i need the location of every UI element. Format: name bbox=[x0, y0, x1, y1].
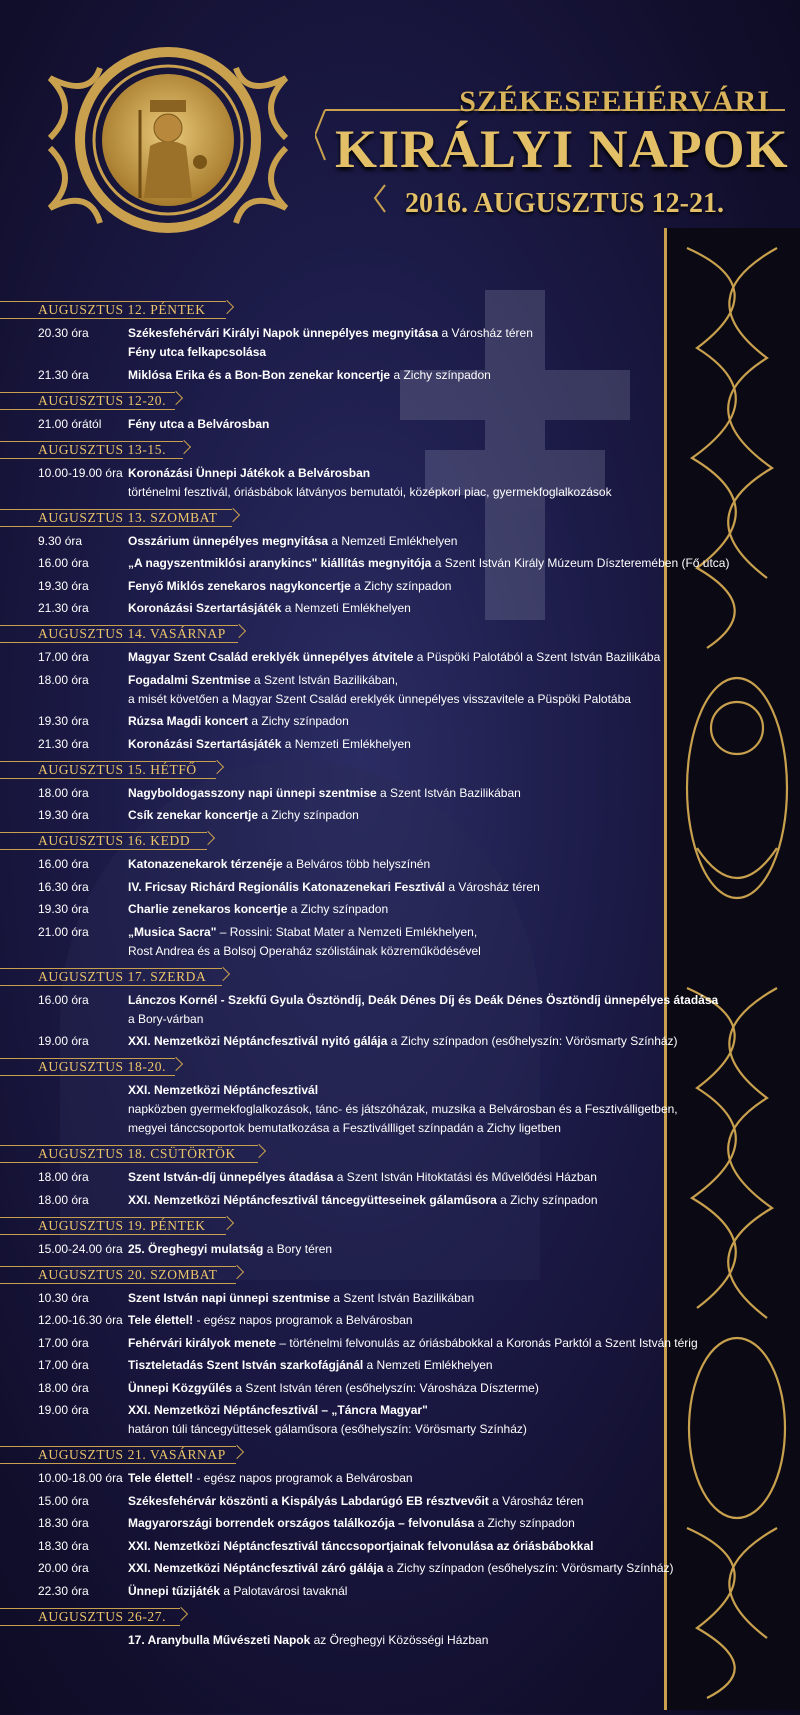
event-row bbox=[0, 1537, 700, 1556]
event-time: 19.30 óra bbox=[38, 578, 89, 593]
event-time: 15.00 óra bbox=[38, 1493, 89, 1508]
event-title: Nagyboldogasszony napi ünnepi szentmise bbox=[128, 785, 377, 800]
event-time: 18.00 óra bbox=[38, 1380, 89, 1395]
event-location: a misét követően a Magyar Szent Család ereklyék ünnepélyes visszavitele a Püspöki Palotába bbox=[128, 691, 631, 706]
section-date-label: AUGUSZTUS 16. KEDD bbox=[38, 833, 191, 848]
event-time: 18.30 óra bbox=[38, 1516, 89, 1530]
event-title: XXI. Nemzetközi Néptáncfesztivál záró gálája bbox=[128, 1561, 384, 1575]
event-location: – Rossini: Stabat Mater a Nemzeti Emlékhelyen, bbox=[216, 924, 478, 939]
event-description-line bbox=[128, 554, 730, 573]
event-location: a Zichy színpadon bbox=[496, 1192, 598, 1207]
event-title: XXI. Nemzetközi Néptáncfesztivál táncegyütteseinek gálaműsora bbox=[128, 1192, 497, 1207]
schedule-section bbox=[0, 832, 700, 961]
title-city: SZÉKESFEHÉRVÁRI bbox=[459, 85, 770, 118]
event-title: „Musica Sacra" bbox=[128, 924, 217, 939]
schedule-section bbox=[0, 1608, 700, 1650]
event-location: a Bory-várban bbox=[128, 1011, 204, 1026]
event-location: a Városház téren bbox=[438, 326, 533, 340]
event-description-line bbox=[128, 1582, 700, 1601]
event-description-line bbox=[128, 1379, 700, 1398]
schedule-section bbox=[0, 1145, 700, 1210]
event-time: 22.30 óra bbox=[38, 1583, 89, 1598]
schedule-section bbox=[0, 392, 700, 434]
event-row bbox=[0, 671, 700, 709]
event-location: a Zichy színpadon bbox=[390, 367, 491, 382]
event-location: a Nemzeti Emlékhelyen bbox=[281, 736, 411, 751]
event-row bbox=[0, 1401, 700, 1439]
event-title: Fenyő Miklós zenekaros nagykoncertje bbox=[128, 578, 351, 593]
event-description-line bbox=[128, 878, 700, 897]
event-title: IV. Fricsay Richárd Regionális Katonazenekari Fesztivál bbox=[128, 879, 446, 894]
event-description-line bbox=[128, 671, 700, 690]
event-time: 19.30 óra bbox=[38, 714, 89, 728]
event-location: a Városház téren bbox=[445, 879, 540, 894]
event-title: 25. Öreghegyi mulatság bbox=[128, 1241, 264, 1256]
event-title: Fény utca felkapcsolása bbox=[128, 345, 267, 359]
event-title: Katonazenekarok térzenéje bbox=[128, 857, 283, 871]
section-date-header bbox=[0, 392, 700, 411]
event-description-line bbox=[128, 1119, 700, 1138]
event-description-line bbox=[128, 735, 700, 754]
event-title: Rúzsa Magdi koncert bbox=[128, 714, 249, 728]
event-location: Rost Andrea és a Bolsoj Operaház szólistáinak közreműködésével bbox=[128, 943, 481, 958]
section-date-label: AUGUSZTUS 15. HÉTFŐ bbox=[38, 761, 197, 777]
event-description-line bbox=[128, 900, 700, 919]
event-description-line bbox=[128, 1100, 700, 1119]
event-time: 17.00 óra bbox=[38, 1358, 89, 1372]
event-row bbox=[0, 855, 700, 874]
event-location: a Szent István Király Múzeum Díszteremében (Fő utca) bbox=[431, 556, 730, 570]
event-title: Csík zenekar koncertje bbox=[128, 808, 259, 822]
event-time: 10.00-18.00 óra bbox=[38, 1471, 123, 1485]
event-title: Fehérvári királyok menete bbox=[128, 1335, 277, 1350]
event-location: a Zichy színpadon bbox=[287, 902, 389, 916]
event-title: Ünnepi tűzijáték bbox=[128, 1583, 221, 1598]
event-description-line bbox=[128, 577, 700, 596]
event-title: Tele élettel! bbox=[128, 1471, 194, 1485]
event-title: Szent István-díj ünnepélyes átadása bbox=[128, 1170, 334, 1184]
event-description-line bbox=[128, 1334, 700, 1353]
event-time: 21.30 óra bbox=[38, 367, 89, 382]
event-description-line bbox=[128, 1289, 700, 1308]
event-location: napközben gyermekfoglalkozások, tánc- és játszóházak, muzsika a Belvárosban és a Fesztiválligetben, bbox=[128, 1102, 678, 1116]
event-location: - egész napos programok a Belvárosban bbox=[193, 1471, 413, 1485]
event-description-line bbox=[128, 1168, 700, 1187]
event-time: 9.30 óra bbox=[38, 533, 83, 548]
section-date-label: AUGUSZTUS 26-27. bbox=[38, 1608, 167, 1624]
event-time: 20.30 óra bbox=[38, 326, 89, 340]
section-date-header bbox=[0, 1058, 700, 1077]
section-date-header bbox=[0, 625, 700, 644]
event-time: 15.00-24.00 óra bbox=[38, 1241, 123, 1256]
event-location: – történelmi felvonulás az óriásbábokkal a Koronás Parktól a Szent István térig bbox=[276, 1335, 698, 1350]
event-time: 10.00-19.00 óra bbox=[38, 465, 123, 480]
section-date-label: AUGUSZTUS 19. PÉNTEK bbox=[38, 1217, 206, 1233]
event-description-line bbox=[128, 648, 700, 667]
event-location: a Nemzeti Emlékhelyen bbox=[281, 601, 411, 615]
schedule-section bbox=[0, 441, 700, 502]
event-row bbox=[0, 1631, 700, 1650]
event-title: Magyar Szent Család ereklyék ünnepélyes átvitele bbox=[128, 650, 414, 664]
section-date-label: AUGUSZTUS 13. SZOMBAT bbox=[38, 509, 218, 525]
event-location: a Szent István Hitoktatási és Művelődési Házban bbox=[333, 1170, 597, 1184]
event-description-line bbox=[128, 532, 700, 551]
event-row bbox=[0, 806, 700, 825]
event-time: 16.00 óra bbox=[38, 556, 89, 570]
event-title: XXI. Nemzetközi Néptáncfesztivál bbox=[128, 1083, 319, 1097]
schedule-section bbox=[0, 625, 700, 754]
event-location: a Városház téren bbox=[488, 1493, 584, 1508]
event-description-line bbox=[128, 690, 700, 709]
event-location: a Belváros több helyszínén bbox=[282, 857, 431, 871]
event-description-line bbox=[128, 1356, 700, 1375]
event-row bbox=[0, 1492, 700, 1511]
section-date-label: AUGUSZTUS 18-20. bbox=[38, 1059, 167, 1074]
royal-emblem-logo bbox=[40, 38, 296, 243]
section-date-label: AUGUSZTUS 17. SZERDA bbox=[38, 968, 207, 984]
event-location: az Öreghegyi Közösségi Házban bbox=[310, 1632, 489, 1647]
event-row bbox=[0, 923, 700, 961]
event-description-line bbox=[128, 806, 700, 825]
event-location: megyei tánccsoportok bemutatkozása a Fesztivállliget színpadán a Zichy ligetben bbox=[128, 1121, 561, 1135]
event-row bbox=[0, 712, 700, 731]
event-location: a Püspöki Palotából a Szent István Bazilikába bbox=[413, 650, 661, 664]
section-date-label: AUGUSZTUS 18. CSÜTÖRTÖK bbox=[38, 1146, 236, 1161]
event-row bbox=[0, 1289, 700, 1308]
event-title: 17. Aranybulla Művészeti Napok bbox=[128, 1632, 311, 1647]
program-schedule bbox=[0, 301, 730, 1657]
event-time: 10.30 óra bbox=[38, 1290, 89, 1305]
event-description-line bbox=[128, 1191, 700, 1210]
section-date-label: AUGUSZTUS 13-15. bbox=[38, 441, 167, 457]
event-location: a Zichy színpadon bbox=[350, 578, 452, 593]
event-description-line bbox=[128, 343, 700, 362]
event-description-line bbox=[128, 483, 700, 502]
event-location: a Bory téren bbox=[263, 1241, 333, 1256]
section-date-label: AUGUSZTUS 12. PÉNTEK bbox=[38, 302, 206, 317]
event-row bbox=[0, 784, 700, 803]
event-location: történelmi fesztivál, óriásbábok látványos bemutatói, középkori piac, gyermekfoglalkozások bbox=[128, 484, 612, 499]
event-description-line bbox=[128, 1492, 700, 1511]
section-date-header bbox=[0, 761, 700, 780]
event-description-line bbox=[128, 1240, 700, 1259]
section-date-header bbox=[0, 301, 700, 320]
event-location: a Zichy színpadon (esőhelyszín: Vörösmarty Színház) bbox=[383, 1561, 674, 1575]
event-title: XXI. Nemzetközi Néptáncfesztivál tánccsoportjainak felvonulása az óriásbábokkal bbox=[128, 1538, 594, 1553]
event-title: Szent István napi ünnepi szentmise bbox=[128, 1290, 331, 1305]
event-location: a Szent István Bazilikában, bbox=[250, 672, 399, 687]
event-time: 21.30 óra bbox=[38, 736, 89, 751]
event-location: a Nemzeti Emlékhelyen bbox=[363, 1358, 493, 1372]
event-description-line bbox=[128, 366, 700, 385]
event-time: 19.30 óra bbox=[38, 808, 89, 822]
section-date-label: AUGUSZTUS 21. VASÁRNAP bbox=[38, 1447, 226, 1462]
event-location: a Szent István Bazilikában bbox=[330, 1290, 475, 1305]
event-title: XXI. Nemzetközi Néptáncfesztivál nyitó gálája bbox=[128, 1034, 388, 1048]
event-title: Lánczos Kornél - Szekfű Gyula Ösztöndíj, Deák Dénes Díj és Deák Dénes Ösztöndíj ünnepélyes átadása bbox=[128, 992, 719, 1007]
event-time: 21.30 óra bbox=[38, 601, 89, 615]
event-title: Tiszteletadás Szent István szarkofágjánál bbox=[128, 1358, 364, 1372]
event-description-line bbox=[128, 1631, 700, 1650]
event-location: a Nemzeti Emlékhelyen bbox=[328, 533, 458, 548]
event-time: 18.00 óra bbox=[38, 1170, 89, 1184]
event-row bbox=[0, 1311, 700, 1330]
event-description-line bbox=[128, 1537, 700, 1556]
event-description-line bbox=[128, 1401, 700, 1420]
event-location: a Zichy színpadon bbox=[258, 808, 359, 822]
event-description-line bbox=[128, 324, 700, 343]
event-row bbox=[0, 464, 700, 502]
event-title: Fogadalmi Szentmise bbox=[128, 672, 251, 687]
section-date-header bbox=[0, 1145, 700, 1164]
event-description-line bbox=[128, 464, 700, 483]
event-title: Charlie zenekaros koncertje bbox=[128, 902, 288, 916]
section-date-header bbox=[0, 509, 700, 528]
section-date-header bbox=[0, 832, 700, 851]
section-date-header bbox=[0, 1266, 700, 1285]
event-row bbox=[0, 415, 700, 434]
schedule-section bbox=[0, 1217, 700, 1259]
event-title: „A nagyszentmiklósi aranykincs" kiállítás megnyitója bbox=[128, 556, 432, 570]
event-row bbox=[0, 900, 700, 919]
event-title: Ünnepi Közgyűlés bbox=[128, 1380, 233, 1395]
event-location: a Zichy színpadon (esőhelyszín: Vörösmarty Színház) bbox=[387, 1034, 678, 1048]
schedule-section bbox=[0, 761, 700, 826]
event-time: 19.30 óra bbox=[38, 902, 89, 916]
event-time: 17.00 óra bbox=[38, 650, 89, 664]
event-description-line bbox=[128, 1311, 700, 1330]
event-description-line bbox=[128, 991, 719, 1010]
event-location: a Szent István téren (esőhelyszín: Városháza Díszterme) bbox=[232, 1380, 539, 1395]
event-description-line bbox=[128, 1010, 700, 1029]
event-title: Fény utca a Belvárosban bbox=[128, 416, 270, 431]
schedule-section bbox=[0, 301, 700, 385]
event-row bbox=[0, 1240, 700, 1259]
event-time: 16.30 óra bbox=[38, 879, 89, 894]
event-description-line bbox=[128, 942, 700, 961]
schedule-section bbox=[0, 1266, 700, 1440]
event-time: 20.00 óra bbox=[38, 1561, 89, 1575]
event-row bbox=[0, 1559, 700, 1578]
event-location: határon túli táncegyüttesek gálaműsora (esőhelyszín: Vörösmarty Színház) bbox=[128, 1422, 527, 1436]
event-row bbox=[0, 1191, 700, 1210]
title-main: KIRÁLYI NAPOK bbox=[335, 119, 789, 179]
event-row bbox=[0, 1356, 700, 1375]
event-description-line bbox=[128, 923, 700, 942]
event-location: a Szent István Bazilikában bbox=[376, 785, 521, 800]
schedule-section bbox=[0, 1446, 700, 1601]
event-title: XXI. Nemzetközi Néptáncfesztivál – „Táncra Magyar" bbox=[128, 1403, 428, 1417]
section-date-label: AUGUSZTUS 14. VASÁRNAP bbox=[38, 626, 226, 641]
event-row bbox=[0, 735, 700, 754]
schedule-section bbox=[0, 509, 730, 619]
section-date-label: AUGUSZTUS 20. SZOMBAT bbox=[38, 1266, 218, 1282]
event-row bbox=[0, 1379, 700, 1398]
event-time: 19.00 óra bbox=[38, 1403, 89, 1417]
event-row bbox=[0, 1081, 700, 1138]
event-location: - egész napos programok a Belvárosban bbox=[193, 1313, 413, 1327]
event-description-line bbox=[128, 599, 700, 618]
event-description-line bbox=[128, 855, 700, 874]
event-time: 21.00 óra bbox=[38, 924, 89, 939]
event-row bbox=[0, 1168, 700, 1187]
event-row bbox=[0, 577, 700, 596]
event-title: Magyarországi borrendek országos találkozója – felvonulása bbox=[128, 1516, 475, 1530]
event-row bbox=[0, 1334, 700, 1353]
event-title: Székesfehérvár köszönti a Kispályás Labdarúgó EB résztvevőit bbox=[128, 1493, 489, 1508]
event-row bbox=[0, 324, 700, 362]
event-time: 17.00 óra bbox=[38, 1335, 89, 1350]
event-row bbox=[0, 532, 700, 551]
event-title: Koronázási Szertartásjáték bbox=[128, 736, 282, 751]
event-location: a Zichy színpadon bbox=[248, 714, 349, 728]
event-title: Koronázási Ünnepi Játékok a Belvárosban bbox=[128, 465, 371, 480]
event-description-line bbox=[128, 1514, 700, 1533]
event-row bbox=[0, 991, 719, 1029]
event-row bbox=[0, 878, 700, 897]
event-time: 21.00 órától bbox=[38, 416, 102, 431]
event-description-line bbox=[128, 1032, 700, 1051]
event-row bbox=[0, 366, 700, 385]
schedule-section bbox=[0, 968, 719, 1052]
event-title-block bbox=[315, 80, 800, 230]
event-row bbox=[0, 1514, 700, 1533]
event-time: 18.00 óra bbox=[38, 1192, 89, 1207]
section-date-header bbox=[0, 1608, 700, 1627]
event-row bbox=[0, 648, 700, 667]
section-date-header bbox=[0, 441, 700, 460]
event-description-line bbox=[128, 1559, 700, 1578]
event-description-line bbox=[128, 415, 700, 434]
event-row bbox=[0, 554, 730, 573]
event-time: 19.00 óra bbox=[38, 1034, 89, 1048]
event-row bbox=[0, 1032, 700, 1051]
event-title: Miklósa Erika és a Bon-Bon zenekar koncertje bbox=[128, 367, 391, 382]
event-time: 18.00 óra bbox=[38, 672, 89, 687]
event-description-line bbox=[128, 1420, 700, 1439]
event-time: 12.00-16.30 óra bbox=[38, 1313, 123, 1327]
section-date-header bbox=[0, 1217, 700, 1236]
section-date-label: AUGUSZTUS 12-20. bbox=[38, 392, 167, 408]
event-time: 18.00 óra bbox=[38, 785, 89, 800]
event-title: Székesfehérvári Királyi Napok ünnepélyes megnyitása bbox=[128, 326, 439, 340]
section-date-header bbox=[0, 968, 700, 987]
event-title: Koronázási Szertartásjáték bbox=[128, 601, 282, 615]
event-time: 16.00 óra bbox=[38, 992, 89, 1007]
event-location: a Palotavárosi tavaknál bbox=[220, 1583, 348, 1598]
event-row bbox=[0, 1582, 700, 1601]
event-title: Osszárium ünnepélyes megnyitása bbox=[128, 533, 329, 548]
event-title: Tele élettel! bbox=[128, 1313, 194, 1327]
event-description-line bbox=[128, 784, 700, 803]
title-date: 2016. AUGUSZTUS 12-21. bbox=[405, 188, 724, 219]
event-description-line bbox=[128, 1469, 700, 1488]
schedule-section bbox=[0, 1058, 700, 1138]
event-location: a Zichy színpadon bbox=[474, 1516, 575, 1530]
event-time: 16.00 óra bbox=[38, 857, 89, 871]
event-row bbox=[0, 1469, 700, 1488]
section-date-header bbox=[0, 1446, 700, 1465]
event-time: 18.30 óra bbox=[38, 1538, 89, 1553]
event-description-line bbox=[128, 1081, 700, 1100]
event-row bbox=[0, 599, 700, 618]
event-description-line bbox=[128, 712, 700, 731]
